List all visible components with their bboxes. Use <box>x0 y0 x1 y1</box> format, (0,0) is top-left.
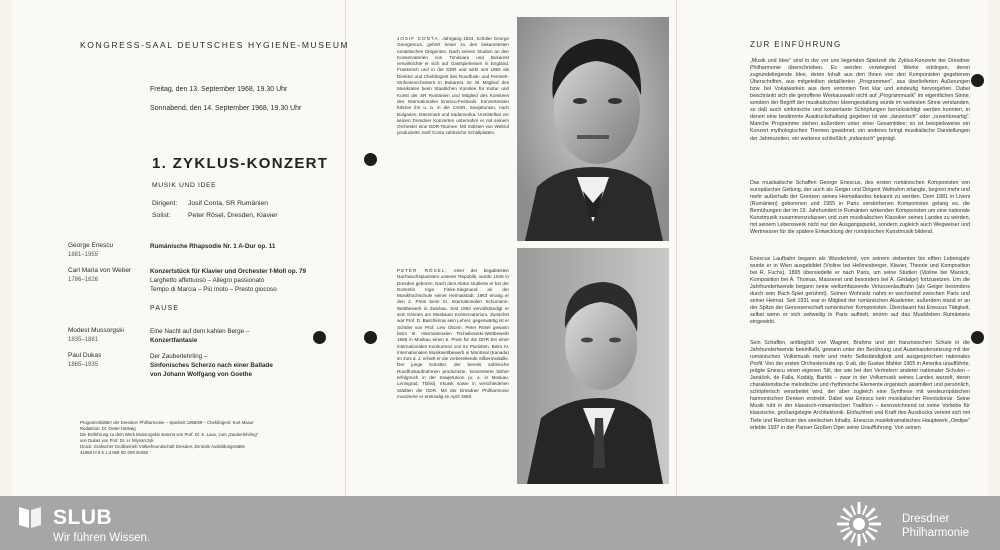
work-title <box>150 327 249 345</box>
imprint-line: Redaktion: Dr. Dieter Härtwig <box>80 426 136 431</box>
soloist-biography <box>397 268 509 400</box>
conductor-label: Dirigent: <box>152 200 178 207</box>
wordmark-line: Philharmonie <box>902 527 970 539</box>
imprint-line: Die Einführung zu dem Werk Mussorgskis stammt von Prof. Dr. K. Laux, zum „Zauberlehrling" <box>80 432 259 437</box>
work-title <box>150 267 306 294</box>
composer-label: George Enescu <box>68 242 114 249</box>
imprint-line: 41869 III 9 5 1,3 868 ItG 009 /64/68 <box>80 450 148 455</box>
bio-name: JOSIF CONTA, <box>397 36 441 41</box>
composer-years: 1786–1826 <box>68 277 99 283</box>
movement-line: Larghetto affettuoso – Allegro passionato <box>150 277 265 284</box>
work-line: Konzertstück für Klavier und Orchester f-Moll op. 79 <box>150 268 307 275</box>
soloist-name: Peter Rösel, Dresden, Klavier <box>188 212 278 219</box>
work-line: Der Zauberlehrling – <box>150 353 208 360</box>
work-line: Konzertfantasie <box>150 337 198 344</box>
conductor-photo <box>517 17 669 241</box>
philharmonie-wordmark <box>902 512 969 540</box>
movement-line: Tempo di Marcia – Più moto – Presto giocoso <box>150 286 277 293</box>
introduction-heading: ZUR EINFÜHRUNG <box>750 40 842 49</box>
conductor-name: Josif Conta, SR Rumänien <box>188 200 269 207</box>
composer-years: 1865–1935 <box>68 362 99 368</box>
program-sheet <box>12 0 988 496</box>
fold-line <box>676 0 677 496</box>
work-title <box>150 352 273 379</box>
imprint-line: von Dukas von Prof. Dr. H. Mlynarczyk <box>80 438 154 443</box>
work-line: Rumänische Rhapsodie Nr. 1 A-Dur op. 11 <box>150 243 276 250</box>
conductor-biography <box>397 36 509 137</box>
imprint <box>80 420 340 456</box>
punch-hole <box>364 153 377 166</box>
composer-name <box>68 352 101 368</box>
composer-years: 1835–1881 <box>68 337 99 343</box>
composer-label: Modest Mussorgski <box>68 327 124 334</box>
composer-name <box>68 242 113 258</box>
punch-hole <box>364 331 377 344</box>
bio-text: einer der begabtesten Nachwuchspianisten unserer Republik, wurde 1945 in Dresden geboren. Nach dem Abitur studierte er bei der Dozentin Inge Finke-Siegmund an der Musikhochschule seiner Heimatstadt. 1963 errang er den 2. Preis beim III. Internationalen Schumann-Wettbewerb in Zwickau. Seit 1964 vervollständigt er sein Können am Moskauer Konservatorium. Zunächst war Prof. D. Baschkirow sein Lehrer, gegenwärtig ist er Schüler von Prof. Lew Oborin. Peter Rösel gewann beim III. Internationalen Tschaikowski-Wettbewerb 1966 in Moskau einen 6. Preis für die DDR bei einer internationalen Konkurrenz von 61 Pianisten. Beim IV. Internationalen Musikwettbewerb in Montreal (Kanada) im Juni d. J. erhielt er die vorbereitende Silbermedaille. Der junge Künstler, der bereits zahlreiche Rundfunkaufnahmen produzierte, konzertierte bisher erfolgreich in der Sowjetunion (u. a. in Moskau, Leningrad, Tbilisi), Irkutsk sowie in verschiedenen Städten der DDR. Mit der Dresdner Philharmonie musizierte er erstmalig im April 1968. <box>397 268 509 399</box>
concert-date-1: Freitag, den 13. September 1968, 19.30 Uhr <box>150 86 288 93</box>
imprint-line: Programmblätter der Dresdner Philharmonie – Spielzeit 1968/69 – Chefdirigent: Kurt Masur <box>80 420 254 425</box>
concert-date-2: Sonnabend, den 14. September 1968, 19.30 Uhr <box>150 105 302 112</box>
philharmonie-logo-icon <box>835 500 883 548</box>
intermission-label: PAUSE <box>150 305 180 312</box>
work-title <box>150 242 275 251</box>
slub-slogan: Wir führen Wissen. <box>53 532 151 544</box>
work-line: Eine Nacht auf dem kahlen Berge – <box>150 328 250 335</box>
work-line: Sinfonisches Scherzo nach einer Ballade <box>150 362 273 369</box>
venue-heading: KONGRESS-SAAL DEUTSCHES HYGIENE-MUSEUM <box>80 40 350 50</box>
wordmark-line: Dresdner <box>902 513 950 525</box>
introduction-para: Das musikalische Schaffen George Enescus, des ersten rumänischen Komponisten von europäischer Geltung, der auch als Geiger und Dirigent Weltruhm erlangte, beginnt mehr und mehr außerhalb der Grenzen seines Heimatlandes bekannt zu werden. Dem 1881 in Liveni (Rumänien) geborenen und 1955 in Paris verstorbenen Komponisten gelang es, die Bemühungen der im 19. Jahrhundert in Rumänien wirkenden Komponisten um eine nationale Kunstmusik zusammenzufassen und zum musikalischen Klassiker seines Landes zu werden, mit seinem Lebenswerk nicht nur der Ausgangspunkt, sondern zugleich auch Wegweiser und Wertmesser für die spätere Entwicklung der rumänischen Kunstmusik bildend. <box>750 180 970 236</box>
introduction-para: „Musik und Idee" sind in der vor uns liegenden Spielzeit die Zyklus-Konzerte der Dresdner Philharmonie überschrieben. Es werden vorwiegend Werke erklingen, deren zugrundeliegende Idee, deren Inhalt aus den Ihnen von den Komponisten gegebenen Überschriften, aus mitgeteilten detaillierten „Programmen", aus überlieferten Äußerungen bzw. bei Vokalwerken aus dem vertonten Text klar und eindeutig hervorgehen. Dabei beschränkt sich die getroffene Werkauswahl nicht auf „Programmusik" im eigentlichen Sinne, sondern der Begriff der musikalischen Ideengestaltung wurde im weitesten Sinne verstanden, so daß auch sinfonische und konzertante Schöpfungen berücksichtigt werden konnten, in denen eine bestimmte Ausdruckshaltung gegeben ist wie „tänzerisch" oder „ouvertüreartig". Manche Programme stehen außerdem unter einer Gesamtidee; so ist beispielsweise ein Konzert mythologischen Themen gewidmet, ein anderes bringt musikalische Darstellungen der Jahreszeiten, ein weiteres schließlich „indianisch" geprägt. <box>750 58 970 142</box>
slub-title: SLUB <box>53 506 113 529</box>
concert-subtitle: MUSIK UND IDEE <box>152 182 217 189</box>
slub-logo-icon <box>17 504 43 530</box>
soloist-photo <box>517 248 669 484</box>
concert-title: 1. ZYKLUS-KONZERT <box>152 155 329 172</box>
fold-line <box>345 0 346 496</box>
soloist-label: Solist: <box>152 212 171 219</box>
bio-text: Jahrgang 1924, Schüler George Georgescus, gehört heute zu den bekanntesten rumänischen Dirigenten. Nach seinen Studien an den Konservatorien von Timisoara und Bukarest verwirklichte er sich auf Gastspielreisen in England, Frankreich und in der DDR und wirkt seit 1955 als Direktor und Chefdirigent des Rundfunk- und Fernseh-Sinfonieorchesters in Bukarest. Er ist Mitglied des Musikrates beim Staatlichen Komitee für Kultur und Kunst der SR Rumänien und Mitglied des Komitees des Internationalen Enescu-Festivals. Konzertreisen führten ihn u. a. in die CSSR, Sowjetunion, nach Bulgarien, Dänemark und Südamerika. Unmittelbar vor seinen Dresdner Konzerten unternahm er mit seinem Orchester eine DDR-Tournee. Mit Solisten von Weltruf produzierte Josif Conta zahlreiche Schallplatten. <box>397 36 509 136</box>
punch-hole <box>971 331 984 344</box>
composer-label: Carl Maria von Weber <box>68 267 132 274</box>
punch-hole <box>971 74 984 87</box>
imprint-line: Druck: Grafischer Großbetrieb Völkerfreundschaft Dresden, Zentrale Ausbildungsstätte <box>80 444 246 449</box>
punch-hole <box>313 331 326 344</box>
composer-name <box>68 267 131 283</box>
work-line: von Johann Wolfgang von Goethe <box>150 371 253 378</box>
composer-years: 1881–1955 <box>68 252 99 258</box>
composer-name <box>68 327 124 343</box>
introduction-para: Enescus Laufbahn begann als Wunderkind, von seinem siebenten bis elften Lebensjahr wurde er in Wien ausgebildet (Violine bei Hellmesberger, Klavier, Theorie und Komposition bei R. Fuchs). 1895 übersiedelte er nach Paris, um seine Studien (Violine bei Marsick, Komposition bei A. Thomas, Massenet und besonders bei A. Gédalge) fortzusetzen. Um die Jahrhundertwende begann seine weltumfassende Virtuosenlaufbahn (als Geiger besonders durch sein Bach-Spiel gerühmt). Seinen Wohnsitz nahm er wechselnd zwischen Paris und seiner Heimat. Seit 1931 war er Mitglied der rumänischen Akademie; außerdem stand er an der Spitze der Genossenschaft rumänischer Komponisten. Überdauert hat Enescus Tätigkeit, selbst wenn er sich zeitweilig in Paris aufhielt, enorm auf das Musikleben Rumäniens eingewirkt. <box>750 256 970 326</box>
composer-label: Paul Dukas <box>68 352 102 359</box>
introduction-para: Sein Schaffen, anfänglich von Wagner, Brahms und der französischen Schule in die Jahrhundertwende beeinflußt, gewann unter der Berührung und Auseinandersetzung mit der rumänischen Volksmusik mehr und mehr Selbständigkeit und ausgesprochen nationales Profil. Von der ersten Orchestersuite op. 9 ab, die Gustav Mahler 1905 in Amerika uraufführte, prägte Enescu einen eigenen Stil, der wie bei den Vertretern anderer nationaler Schulen – Janáček, de Falla, Kodály, Bartók – zwar in der Volksmusik seines Landes wurzelt, deren charakteristische melodische und rhythmische Elemente organisch assimiliert und persönlich, schöpferisch verarbeitet wird, der aber zugleich eine Synthese mit westeuropäischen harmonischen Denken erstrebt. Dabei war Enescu kein musikalischer Revolutionär. Seine Musik ruht in der klassisch-romantischen Tradition – kennzeichnend ist seine Vorliebe für klassische, großangelegte Architektonik. Einfachheit und Kraft des Ausdrucks vereint sich mit Tiefe und Reichtum des seelischen Inhalts. Enescus musikdramatisches Hauptwerk „Oedipe" erlebte 1937 in der Pariser Großen Oper seine Uraufführung. Von seinen <box>750 340 970 431</box>
bio-name: PETER RÖSEL, <box>397 268 448 273</box>
